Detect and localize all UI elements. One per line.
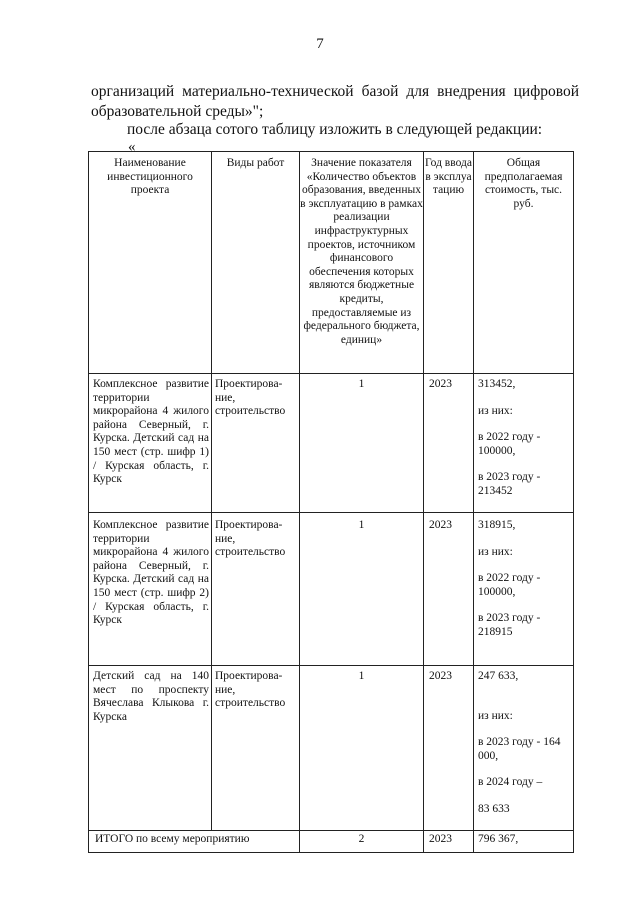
header-project-name: Наименование инвестиционного проекта [89,152,212,374]
work-types-cell: Проектирова-ние, строительство [212,374,300,513]
table-row [89,666,574,831]
cost-total: 247 633, [478,670,519,682]
table-row [89,374,574,513]
table-total-row [89,831,574,853]
project-name-cell: Комплексное развитие территории микрорайона 4 жилого района Северный, г. Курска. Детский сад на 150 мест (стр. шифр 1) / Курская область, г. Курск [89,374,212,513]
table-row [89,513,574,666]
commission-year-cell: 2023 [424,513,474,666]
cost-breakdown-label: из них: [478,404,513,417]
work-types-cell: Проектирова-ние, строительство [212,513,300,666]
header-work-types: Виды работ [212,152,300,374]
cost-year-line: в 2024 году – [478,776,543,789]
total-cost-cell [474,513,574,666]
total-year-cell: 2023 [424,831,474,853]
indicator-value-cell: 1 [300,374,424,513]
indicator-value-cell: 1 [300,666,424,831]
cost-year-line: в 2023 году - 213452 [478,471,541,497]
total-cost-cell [474,374,574,513]
cost-total: 313452, [478,378,516,390]
cost-year-line: в 2023 году - 164 000, [478,736,561,762]
commission-year-cell: 2023 [424,666,474,831]
cost-year-line: в 2023 году - 218915 [478,612,541,638]
total-label-cell: ИТОГО по всему мероприятию [89,831,300,853]
paragraph-instruction: после абзаца сотого таблицу изложить в следующей редакции: [127,121,543,138]
cost-year-line: 83 633 [478,802,510,815]
project-name-cell: Детский сад на 140 мест по проспекту Вячеслава Клыкова г. Курска [89,666,212,831]
header-commission-year: Год ввода в эксплуа тацию [424,152,474,374]
opening-quote-mark: « [128,139,136,155]
paragraph-continuation-end: образовательной среды»"; [91,103,264,120]
header-total-cost: Общая предполагаемая стоимость, тыс. руб. [474,152,574,374]
cost-breakdown-label: из них: [478,709,513,722]
total-value-cell: 2 [300,831,424,853]
cost-total: 318915, [478,519,516,531]
total-cost-cell: 796 367, [474,831,574,853]
work-types-cell: Проектирова-ние, строительство [212,666,300,831]
paragraph-continuation: организаций материально-технической базой для внедрения цифровой [91,83,579,100]
cost-breakdown-label: из них: [478,545,513,558]
cost-year-line: в 2022 году - 100000, [478,431,541,457]
commission-year-cell: 2023 [424,374,474,513]
total-cost-cell [474,666,574,831]
project-name-cell: Комплексное развитие территории микрорайона 4 жилого района Северный, г. Курска. Детский сад на 150 мест (стр. шифр 2) / Курская область, г. Курск [89,513,212,666]
indicator-value-cell: 1 [300,513,424,666]
page-number: 7 [316,36,324,52]
investment-projects-table [88,151,574,853]
table-header-row [89,152,574,374]
cost-year-line: в 2022 году - 100000, [478,572,541,598]
header-indicator-value: Значение показателя «Количество объектов образования, введенных в эксплуатацию в рамках реализации инфраструктурных проектов, источником финансового обеспечения которых являются бюджетные кредиты, предоставляемые из федерального бюджета, единиц» [300,152,424,374]
